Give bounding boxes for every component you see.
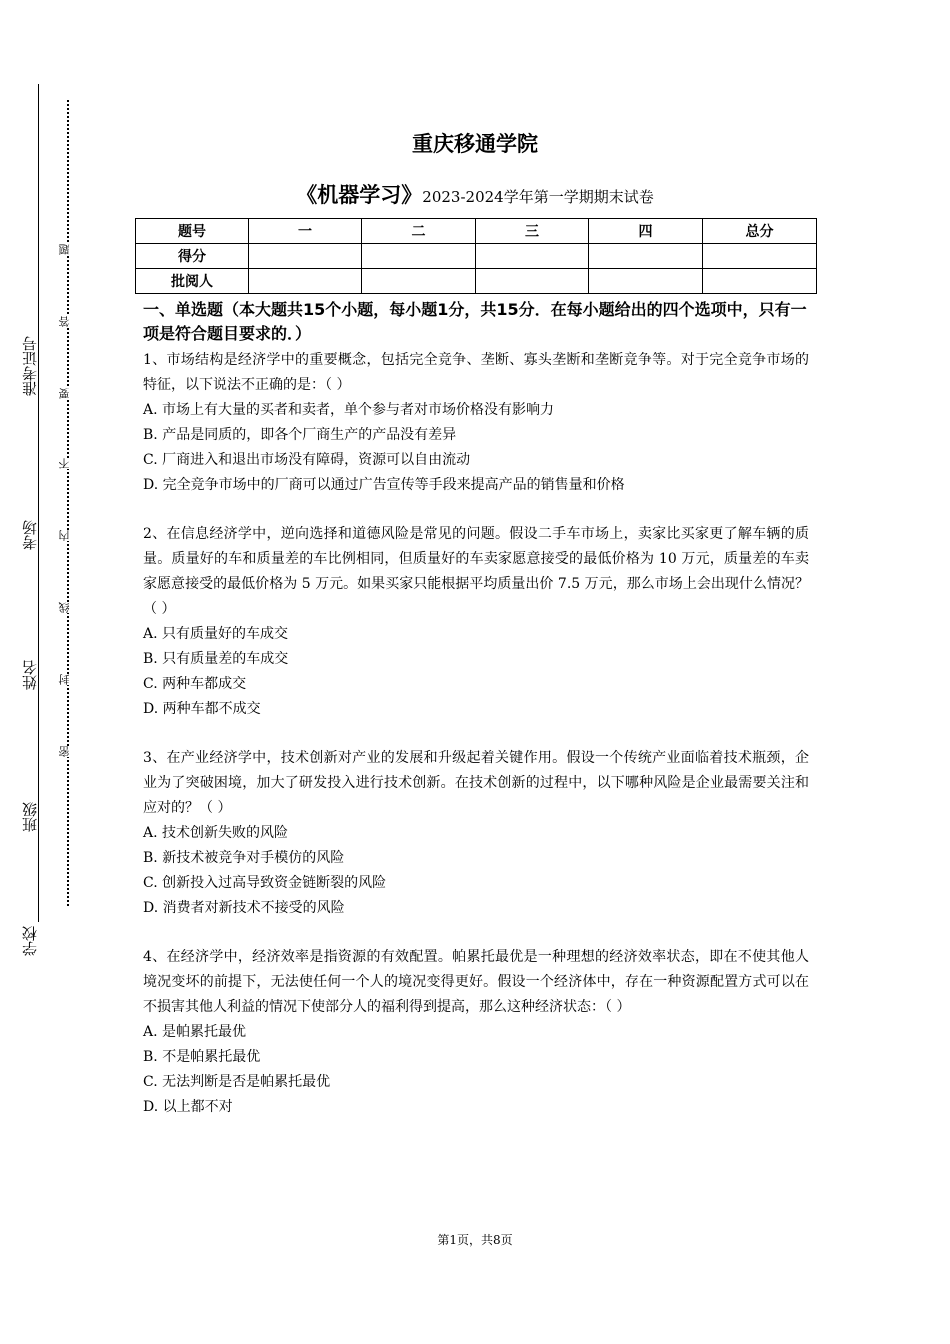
seal-char: 内 xyxy=(58,530,76,541)
seal-dotted-line xyxy=(67,100,69,906)
option-d: D. 完全竞争市场中的厂商可以通过广告宣传等手段来提高产品的销售量和价格 xyxy=(143,477,625,493)
question-4 xyxy=(143,945,809,1120)
option-c: C. 厂商进入和退出市场没有障碍，资源可以自由流动 xyxy=(143,452,471,468)
reviewer-cell xyxy=(703,269,817,294)
field-school xyxy=(22,842,38,956)
reviewer-cell xyxy=(589,269,703,294)
score-cell xyxy=(476,244,589,269)
question-stem: 3、在产业经济学中，技术创新对产业的发展和升级起着关键作用。假设一个传统产业面临着技术瓶颈，企业为了突破困境，加大了研发投入进行技术创新。在技术创新的过程中，以下哪种风险是企业最需要关注和应对的？（ ） xyxy=(143,750,809,816)
option-a: A. 是帕累托最优 xyxy=(143,1024,247,1040)
field-exam-number xyxy=(22,236,38,396)
option-d: D. 两种车都不成交 xyxy=(143,701,261,717)
option-b: B. 产品是同质的，即各个厂商生产的产品没有差异 xyxy=(143,427,457,443)
field-label: 准考证号 xyxy=(21,336,39,396)
row-header: 得分 xyxy=(136,244,249,269)
exam-subtitle xyxy=(0,180,950,212)
field-name xyxy=(22,560,38,690)
seal-char: 要 xyxy=(58,388,76,399)
school-title: 重庆移通学院 xyxy=(412,132,538,156)
question-2 xyxy=(143,522,809,722)
seal-char: 密 xyxy=(58,746,76,757)
option-a: A. 只有质量好的车成交 xyxy=(143,626,289,642)
seal-char: 不 xyxy=(58,458,76,469)
score-row xyxy=(136,244,817,269)
field-class xyxy=(22,702,38,832)
course-name: 《机器学习》 xyxy=(296,183,423,207)
score-cell xyxy=(362,244,476,269)
question-stem: 2、在信息经济学中，逆向选择和道德风险是常见的问题。假设二手车市场上，卖家比买家更了解车辆的质量。质量好的车和质量差的车比例相同，但质量好的车卖家愿意接受的最低价格为 10 万元，质量差的车卖家愿意接受的最低价格为 5 万元。如果买家只能根据平均质量出价 7.5 万元，那么市场上会出现什么情况？（ ） xyxy=(143,526,809,617)
option-b: B. 不是帕累托最优 xyxy=(143,1049,261,1065)
row-header: 批阅人 xyxy=(136,269,249,294)
seal-char: 线 xyxy=(58,602,76,613)
seal-char: 答 xyxy=(58,316,76,327)
question-stem: 4、在经济学中，经济效率是指资源的有效配置。帕累托最优是一种理想的经济效率状态，即在不使其他人境况变坏的前提下，无法使任何一个人的境况变得更好。假设一个经济体中，存在一种资源配置方式可以在不损害其他人利益的情况下使部分人的福利得到提高，那么这种经济状态：（ ） xyxy=(143,949,809,1015)
option-a: A. 市场上有大量的买者和卖者，单个参与者对市场价格没有影响力 xyxy=(143,402,555,418)
column-header: 题号 xyxy=(136,219,249,244)
column-header: 三 xyxy=(476,219,589,244)
field-exam-room xyxy=(22,420,38,550)
reviewer-cell xyxy=(476,269,589,294)
option-c: C. 无法判断是否是帕累托最优 xyxy=(143,1074,331,1090)
seal-char: 题 xyxy=(58,244,76,255)
score-table-header-row xyxy=(136,219,817,244)
score-cell xyxy=(703,244,817,269)
reviewer-cell xyxy=(362,269,476,294)
column-header: 二 xyxy=(362,219,476,244)
field-label: 班级 xyxy=(21,802,39,832)
exam-term: 2023-2024学年第一学期期末试卷 xyxy=(422,188,654,206)
section-title: 一、单选题（本大题共15个小题，每小题1分，共15分．在每小题给出的四个选项中，只有一项是符合题目要求的．） xyxy=(143,300,807,343)
column-header: 四 xyxy=(589,219,703,244)
column-header: 一 xyxy=(249,219,362,244)
field-label: 姓名 xyxy=(21,660,39,690)
score-table xyxy=(135,218,817,294)
column-header: 总分 xyxy=(703,219,817,244)
option-d: D. 消费者对新技术不接受的风险 xyxy=(143,900,345,916)
exam-content xyxy=(143,298,809,1144)
question-1 xyxy=(143,348,809,498)
option-b: B. 新技术被竞争对手模仿的风险 xyxy=(143,850,345,866)
option-b: B. 只有质量差的车成交 xyxy=(143,651,289,667)
option-c: C. 创新投入过高导致资金链断裂的风险 xyxy=(143,875,387,891)
question-stem: 1、市场结构是经济学中的重要概念，包括完全竞争、垄断、寡头垄断和垄断竞争等。对于完全竞争市场的特征，以下说法不正确的是：（ ） xyxy=(143,352,809,393)
reviewer-row xyxy=(136,269,817,294)
option-d: D. 以上都不对 xyxy=(143,1099,233,1115)
field-label: 学校 xyxy=(21,926,39,956)
reviewer-cell xyxy=(249,269,362,294)
question-3 xyxy=(143,746,809,921)
option-c: C. 两种车都成交 xyxy=(143,676,247,692)
page-number: 第1页，共8页 xyxy=(437,1233,513,1247)
seal-char: 封 xyxy=(58,674,76,685)
score-cell xyxy=(589,244,703,269)
score-cell xyxy=(249,244,362,269)
field-label: 考场 xyxy=(21,520,39,550)
option-a: A. 技术创新失败的风险 xyxy=(143,825,289,841)
